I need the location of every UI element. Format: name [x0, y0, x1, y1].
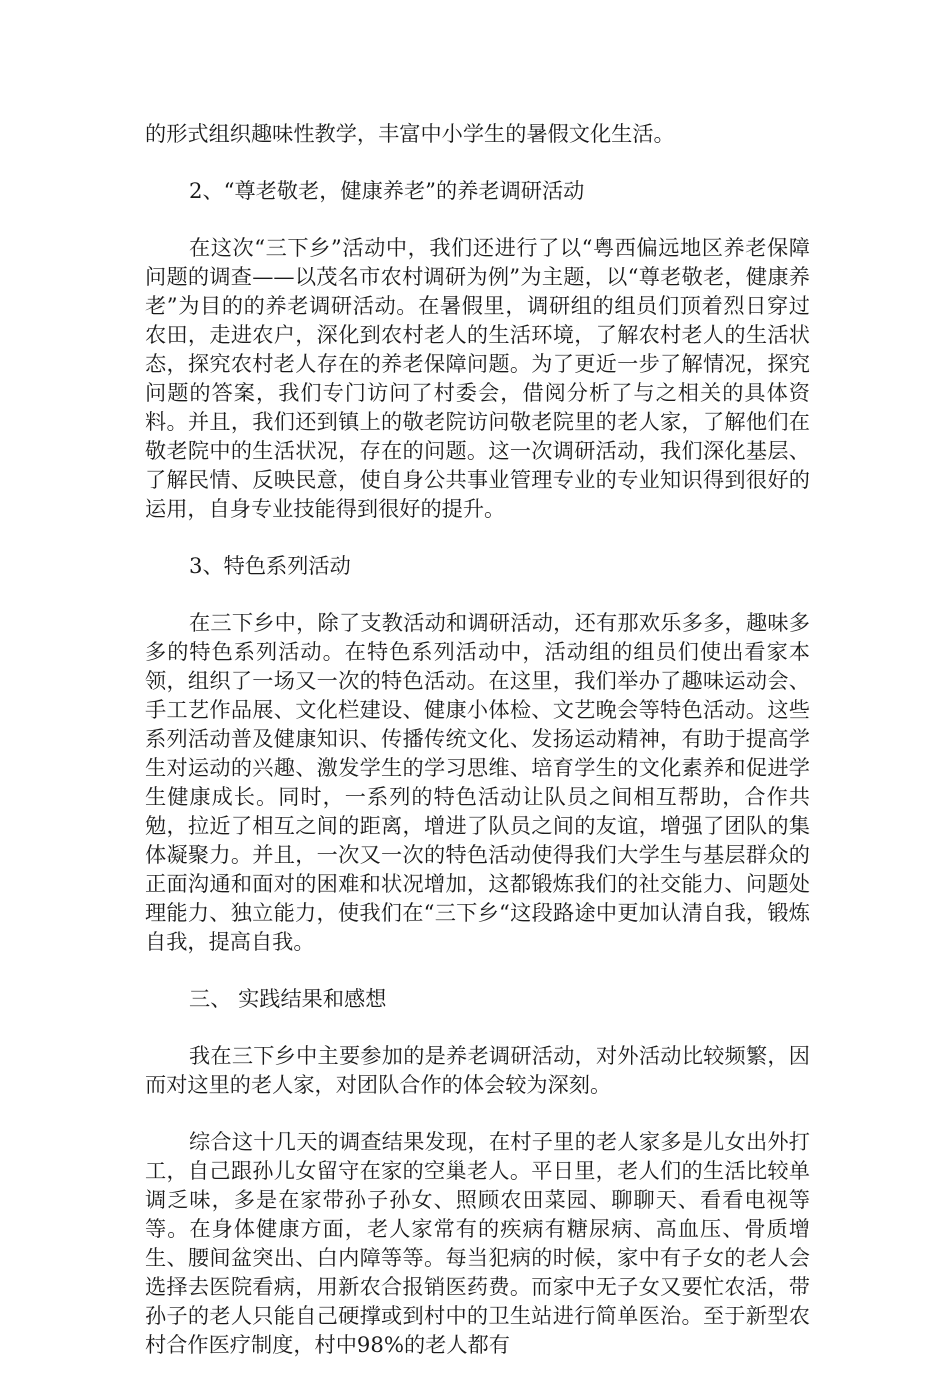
section-heading-results: 三、 实践结果和感想: [189, 986, 387, 1011]
body-paragraph: 在三下乡中，除了支教活动和调研活动，还有那欢乐多多，趣味多多的特色系列活动。在特色系列活动中，活动组的组员们使出看家本领，组织了一场又一次的特色活动。在这里，我们举办了趣味运动会、手工艺作品展、文化栏建设、健康小体检、文艺晚会等特色活动。这些系列活动普及健康知识、传播传统文化、发扬运动精神，有助于提高学生对运动的兴趣、激发学生的学习思维、培育学生的文化素养和促进学生健康成长。同时，一系列的特色活动让队员之间相互帮助，合作共勉，拉近了相互之间的距离，增进了队员之间的友谊，增强了团队的集体凝聚力。并且，一次又一次的特色活动使得我们大学生与基层群众的正面沟通和面对的困难和状况增加，这都锻炼我们的社交能力、问题处理能力、独立能力，使我们在“三下乡“这段路途中更加认清自我，锻炼自我，提高自我。: [145, 610, 810, 954]
section-heading-special-activities: 3、特色系列活动: [189, 553, 351, 578]
body-paragraph: 我在三下乡中主要参加的是养老调研活动，对外活动比较频繁，因而对这里的老人家，对团队合作的体会较为深刻。: [145, 1043, 810, 1097]
continuation-paragraph: 的形式组织趣味性教学，丰富中小学生的暑假文化生活。: [145, 121, 675, 146]
section-heading-elderly-research: 2、“尊老敬老，健康养老”的养老调研活动: [189, 178, 585, 203]
body-paragraph: 在这次“三下乡”活动中，我们还进行了以“粤西偏远地区养老保障问题的调查——以茂名市农村调研为例”为主题，以“尊老敬老，健康养老”为目的的养老调研活动。在暑假里，调研组的组员们顶着烈日穿过农田，走进农户，深化到农村老人的生活环境，了解农村老人的生活状态，探究农村老人存在的养老保障问题。为了更近一步了解情况，探究问题的答案，我们专门访问了村委会，借阅分析了与之相关的具体资料。并且，我们还到镇上的敬老院访问敬老院里的老人家，了解他们在敬老院中的生活状况，存在的问题。这一次调研活动，我们深化基层、了解民情、反映民意，使自身公共事业管理专业的专业知识得到很好的运用，自身专业技能得到很好的提升。: [145, 235, 810, 521]
body-paragraph: 综合这十几天的调查结果发现，在村子里的老人家多是儿女出外打工，自己跟孙儿女留守在家的空巢老人。平日里，老人们的生活比较单调乏味，多是在家带孙子孙女、照顾农田菜园、聊聊天、看看电视等等。在身体健康方面，老人家常有的疾病有糖尿病、高血压、骨质增生、腰间盆突出、白内障等等。每当犯病的时候，家中有子女的老人会选择去医院看病，用新农合报销医药费。而家中无子女又要忙农活，带孙子的老人只能自己硬撑或到村中的卫生站进行简单医治。至于新型农村合作医疗制度，村中98%的老人都有: [145, 1129, 810, 1357]
document-body: [145, 119, 810, 1387]
